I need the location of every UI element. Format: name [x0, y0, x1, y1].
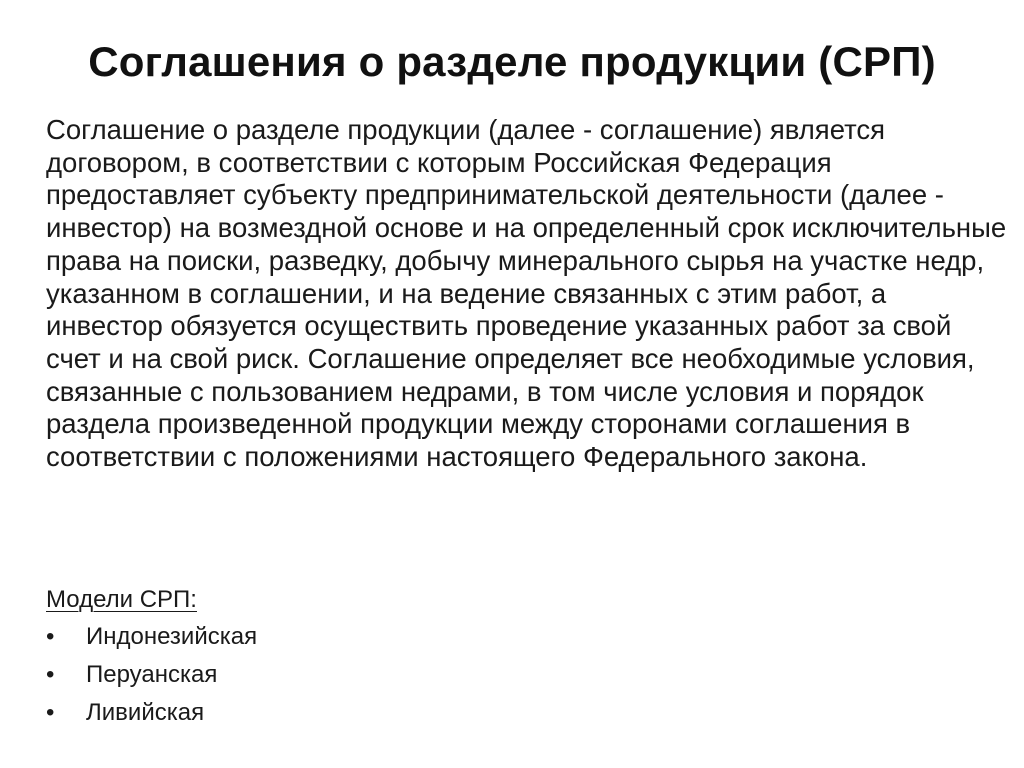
- models-list: [46, 618, 746, 732]
- model-label: Перуанская: [86, 661, 218, 688]
- definition-paragraph: Соглашение о разделе продукции (далее - соглашение) является договором, в соответствии с которым Российская Федерация предоставляет субъекту предпринимательской деятельности (далее - инвестор) на возмездной основе и на определенный срок исключительные права на поиски, разведку, добычу минерального сырья на участке недр, указанном в соглашении, и на ведение связанных с этим работ, а инвестор обязуется осуществить проведение указанных работ за свой счет и на свой риск. Соглашение определяет все необходимые условия, связанные с пользованием недрами, в том числе условия и порядок раздела произведенной продукции между сторонами соглашения в соответствии с положениями настоящего Федерального закона.: [46, 114, 1007, 473]
- bullet-icon: •: [46, 623, 55, 650]
- models-section: [46, 584, 746, 732]
- bullet-icon: •: [46, 699, 55, 726]
- list-item: [46, 618, 746, 656]
- model-label: Индонезийская: [86, 623, 258, 650]
- models-heading: Модели СРП:: [46, 586, 197, 613]
- model-label: Ливийская: [86, 699, 205, 726]
- list-item: [46, 656, 746, 694]
- slide-title: Соглашения о разделе продукции (СРП): [88, 38, 936, 85]
- list-item: [46, 694, 746, 732]
- bullet-icon: •: [46, 661, 55, 688]
